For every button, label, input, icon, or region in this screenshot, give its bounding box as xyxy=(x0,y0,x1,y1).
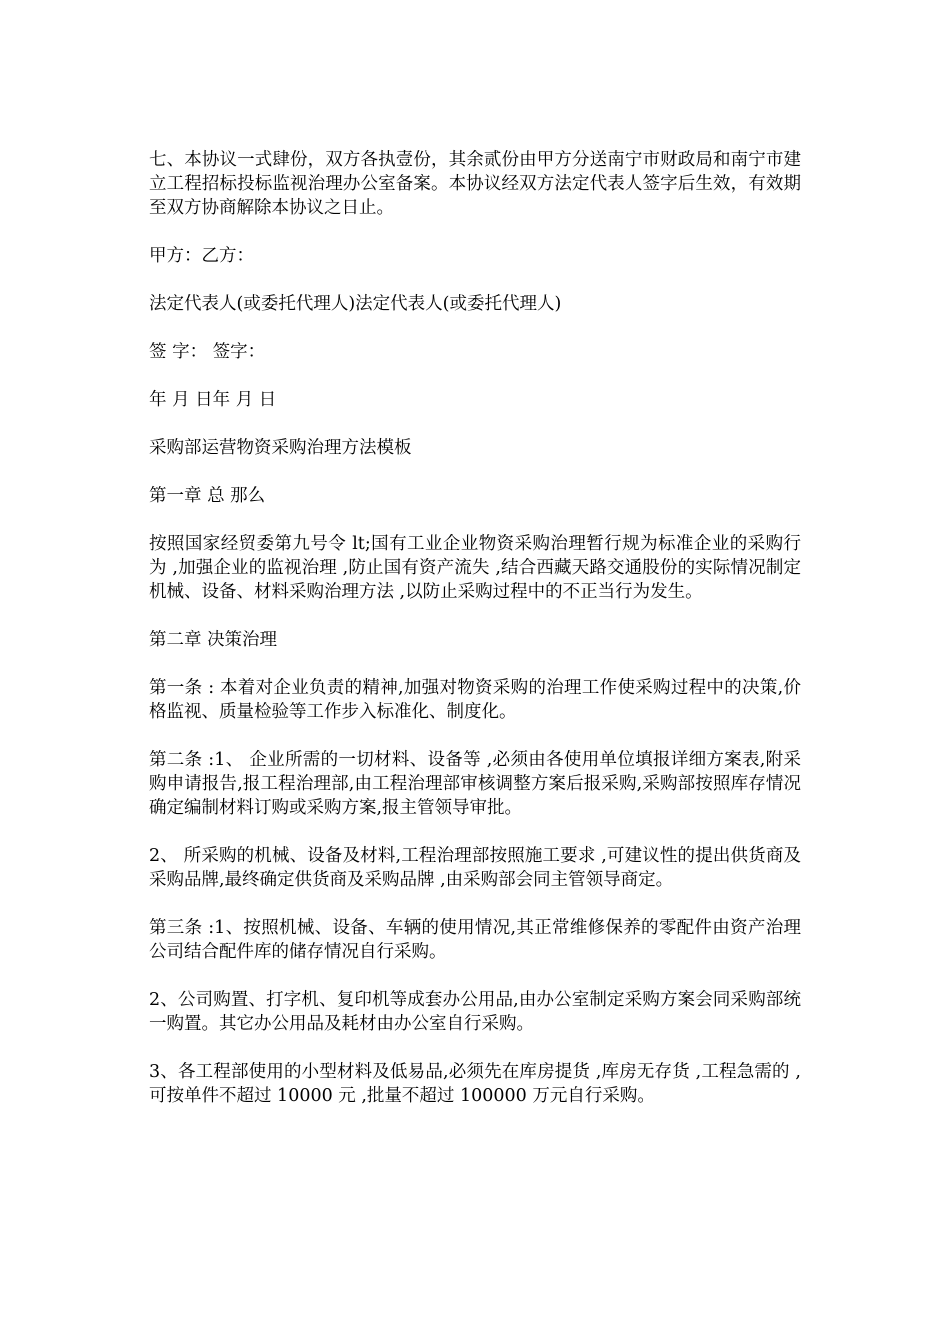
article-3-item-2: 2、公司购置、打字机、复印机等成套办公用品,由办公室制定采购方案会同采购部统一购置。其它办公用品及耗材由办公室自行采购。 xyxy=(149,990,801,1034)
article-1: 第一条 : 本着对企业负责的精神,加强对物资采购的治理工作使采购过程中的决策,价格监视、质量检验等工作步入标准化、制度化。 xyxy=(149,678,801,722)
paragraph-signatures: 签 字： 签字： xyxy=(149,342,266,362)
paragraph-parties: 甲方：乙方： xyxy=(149,246,254,266)
chapter-2-heading: 第二章 决策治理 xyxy=(149,630,278,650)
paragraph-legal-representatives: 法定代表人(或委托代理人)法定代表人(或委托代理人) xyxy=(149,294,562,314)
article-2-item-2: 2、 所采购的机械、设备及材料,工程治理部按照施工要求 ,可建议性的提出供货商及采购品牌,最终确定供货商及采购品牌 ,由采购部会同主管领导商定。 xyxy=(149,846,801,890)
document-body xyxy=(149,148,801,1132)
paragraph-agreement-copies: 七、本协议一式肆份，双方各执壹份，其余贰份由甲方分送南宁市财政局和南宁市建立工程招标投标监视治理办公室备案。本协议经双方法定代表人签字后生效，有效期至双方协商解除本协议之日止。 xyxy=(149,150,801,218)
article-3-item-1: 第三条 :1、按照机械、设备、车辆的使用情况,其正常维修保养的零配件由资产治理公司结合配件库的储存情况自行采购。 xyxy=(149,918,801,962)
paragraph-dates: 年 月 日年 月 日 xyxy=(149,390,277,410)
chapter-1-heading: 第一章 总 那么 xyxy=(149,486,266,506)
paragraph-purpose: 按照国家经贸委第九号令 lt;国有工业企业物资采购治理暂行规为标准企业的采购行为 ,加强企业的监视治理 ,防止国有资产流失 ,结合西藏天路交通股份的实际情况制定机械、设备、材料采购治理方法 ,以防止采购过程中的不正当行为发生。 xyxy=(149,534,801,602)
article-3-item-3: 3、各工程部使用的小型材料及低易品,必须先在库房提货 ,库房无存货 ,工程急需的 ,可按单件不超过 10000 元 ,批量不超过 100000 万元自行采购。 xyxy=(149,1062,801,1106)
article-2-item-1: 第二条 :1、 企业所需的一切材料、设备等 ,必须由各使用单位填报详细方案表,附采购申请报告,报工程治理部,由工程治理部审核调整方案后报采购,采购部按照库存情况确定编制材料订购或采购方案,报主管领导审批。 xyxy=(149,750,801,818)
document-title: 采购部运营物资采购治理方法模板 xyxy=(149,438,412,458)
